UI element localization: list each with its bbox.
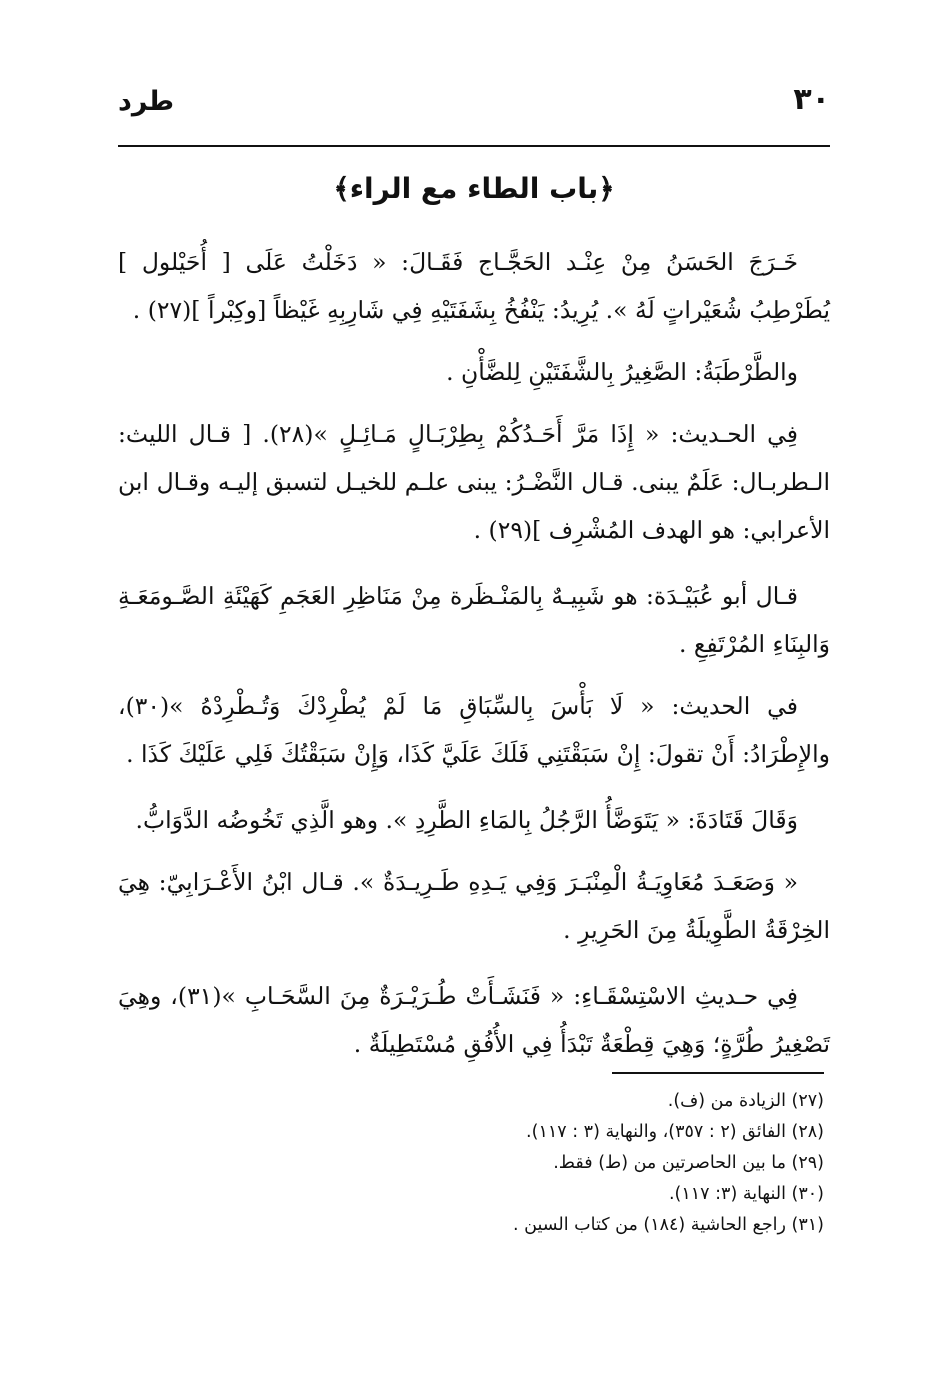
paragraph: فِي حـديثِ الاسْتِسْقَـاءِ: « فَنَشَـأَتْ طُـرَيْـرَةٌ مِنَ السَّحَـابِ »(٣١)، وهِيَ تَصْغِيرُ طُرَّةٍ؛ وَهِيَ قِطْعَةٌ تَبْدَأُ فِي الأُفُقِ مُسْتَطِيلَةٌ .: [118, 982, 830, 1058]
paragraph: قـال أبو عُبَيْـدَة: هو شَبِيـهٌ بِالمَنْـظَرة مِنْ مَنَاظِرِ العَجَمِ كَهَيْئَةِ الصَّـومَعَـةِ وَالبِنَاءِ المُرْتَفِعِ .: [118, 582, 830, 658]
paragraph: في الحديث: « لَا بَأْسَ بِالسِّبَاقِ مَا لَمْ يُطْرِدْكَ وَتُـطْرِدْهُ »(٣٠)، والإِطْرَادُ: أَنْ تقولَ: إِنْ سَبَقْتَنِي فَلَكَ عَلَيَّ كَذَا، وَإِنْ سَبَقْتُكَ فَلِي عَلَيْكَ كَذَا .: [118, 692, 830, 768]
footnote: (٢٧) الزيادة من (ف).: [667, 1091, 824, 1111]
page-number: ٣٠: [793, 82, 830, 117]
paragraph: فِي الحـديث: « إِذَا مَرَّ أَحَـدُكُمْ بِطِرْبَـالٍ مَـائِـلٍ »(٢٨). [ قـال الليث: الـطربـال: عَلَمٌ يبنى. قـال النَّضْـرُ: يبنى علـم للخيـل لتسبق إليـه وقـال ابن الأعرابي: هو الهدف المُشْرِف ](٢٩) .: [118, 420, 830, 544]
page-header: [118, 82, 830, 134]
footnote-rule: [612, 1072, 824, 1074]
footnote: (٢٨) الفائق (٢ : ٣٥٧)، والنهاية (٣ : ١١٧).: [526, 1122, 824, 1142]
paragraph: وَقَالَ قَتَادَةَ: « يَتَوَضَّأُ الرَّجُلُ بِالمَاءِ الطَّرِدِ ». وهو الَّذِي تَخُوضُه الدَّوَابُّ.: [135, 806, 798, 834]
body-text: [118, 238, 830, 1082]
running-head: طرد: [118, 86, 175, 117]
footnote: (٢٩) ما بين الحاصرتين من (ط) فقط.: [553, 1153, 824, 1173]
footnote: (٣٠) النهاية (٣: ١١٧).: [668, 1184, 824, 1204]
footnotes: [324, 1086, 824, 1241]
paragraph: خَـرَجَ الحَسَنُ مِنْ عِنْـد الحَجَّـاج فَقَـالَ: « دَخَلْتُ عَلَى [ أُحَيْلول ] يُطَرْطِبُ شُعَيْراتٍ لَهُ ». يُرِيدُ: يَنْفُخُ بِشَفَتَيْهِ فِي شَارِبِهِ غَيْظاً [وكِبْراً ](٢٧) .: [118, 248, 830, 324]
footnote: (٣١) راجع الحاشية (١٨٤) من كتاب السين .: [513, 1215, 824, 1235]
chapter-title: ﴿باب الطاء مع الراء﴾: [333, 172, 615, 205]
header-rule: [118, 145, 830, 147]
paragraph: « وَصَعَـدَ مُعَاوِيَـةُ الْمِنْبَـرَ وَفِي يَـدِهِ طَـرِيـدَةٌ ». قـال ابْنُ الأَعْـرَابِيّ: هِيَ الخِرْقَةُ الطَّوِيلَةُ مِنَ الحَرِيرِ .: [118, 868, 830, 944]
paragraph: والطَّرْطَبَةُ: الصَّغِيرُ بِالشَّفَتَيْنِ لِلضَّأْنِ .: [446, 358, 798, 386]
